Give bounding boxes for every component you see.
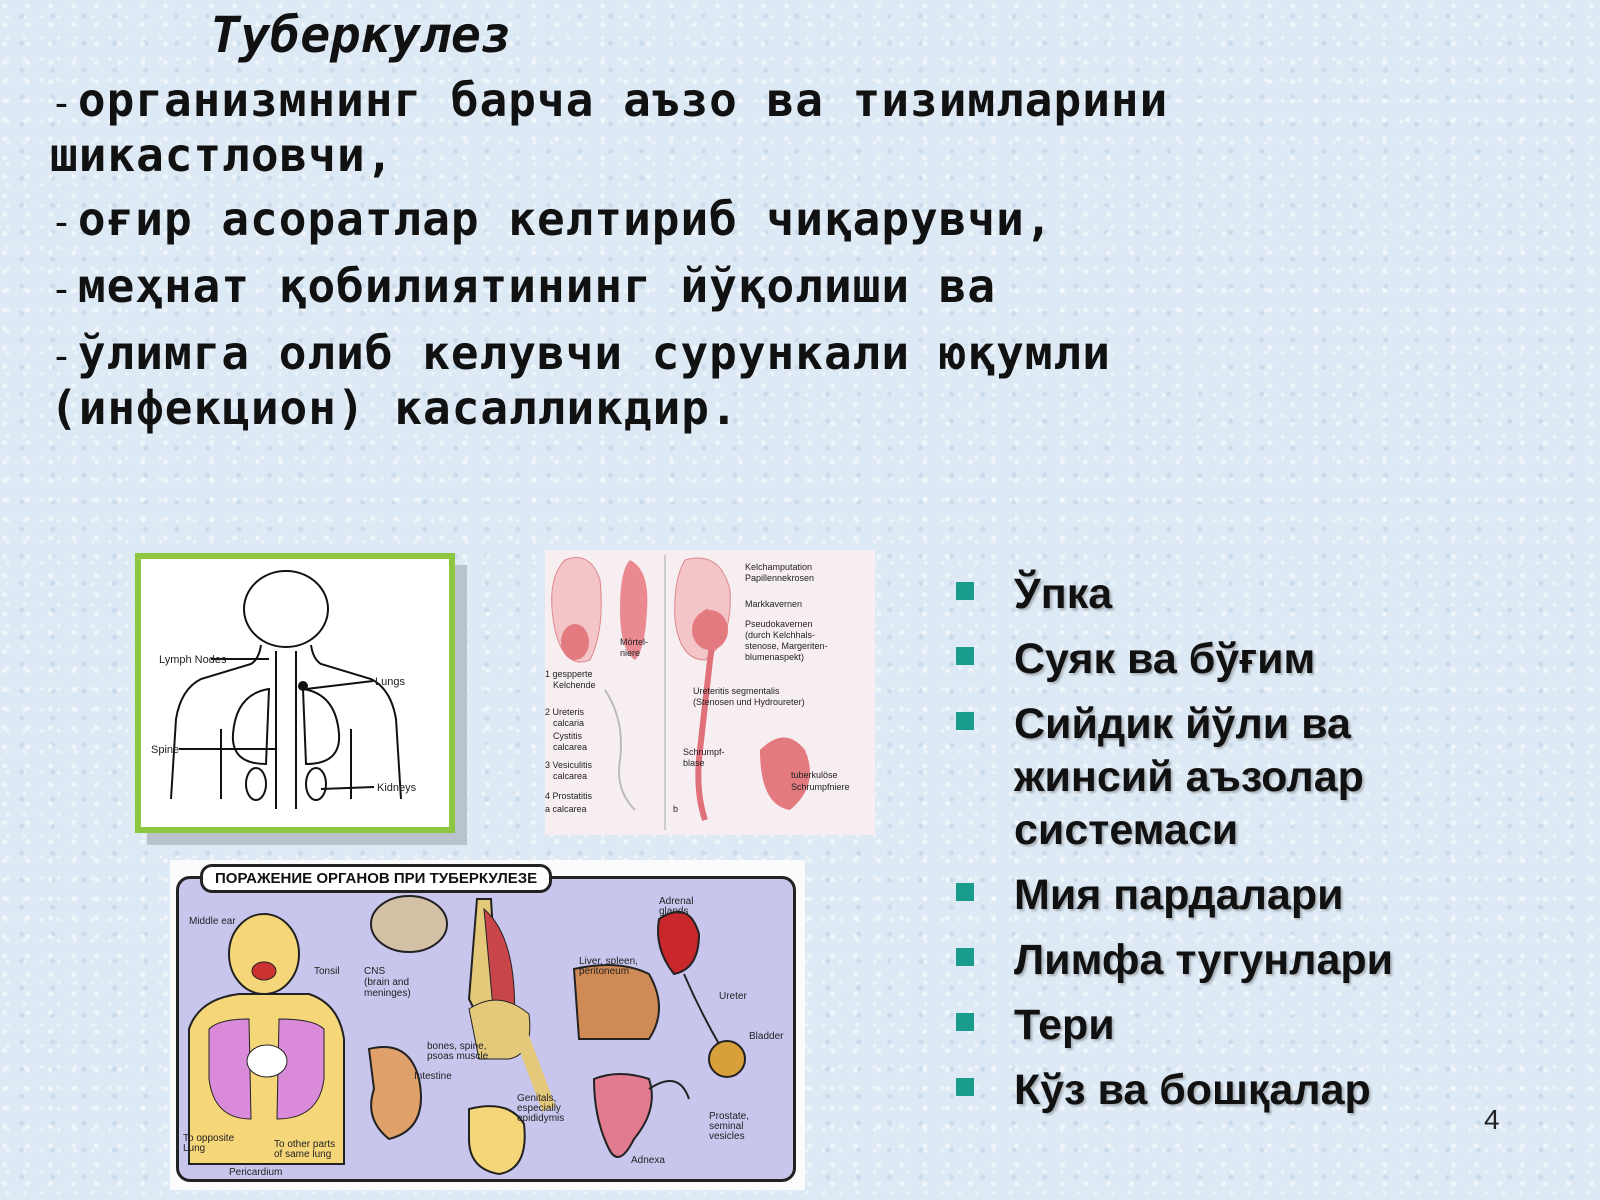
list-item	[956, 999, 1516, 1052]
list-item	[956, 869, 1516, 922]
organ-label: Genitals,	[517, 1093, 557, 1104]
kidney-label: Schrumpfniere	[791, 782, 850, 792]
kidney-label: (durch Kelchhals-	[745, 630, 816, 640]
kidney-label: 3 Vesiculitis	[545, 760, 593, 770]
list-item-text: Сийдик йўли ва жинсий аъзолар системаси	[1014, 700, 1364, 854]
line-dash: -	[50, 200, 74, 244]
kidney-label: Papillennekrosen	[745, 573, 815, 583]
definition-line-text: ўлимга олиб келувчи сурункали юқумли	[77, 326, 1111, 380]
label-kidneys: Kidneys	[377, 782, 417, 794]
square-bullet-icon	[956, 582, 974, 600]
organ-label: vesicles	[709, 1131, 745, 1142]
square-bullet-icon	[956, 712, 974, 730]
organ-label: Bladder	[749, 1031, 784, 1042]
organ-label: especially	[517, 1103, 561, 1114]
organ-label: Ureter	[719, 991, 747, 1002]
organ-label: Liver, spleen,	[579, 956, 638, 967]
body-outline-drawing	[141, 559, 449, 827]
definition-line	[50, 260, 1510, 315]
list-item	[956, 698, 1516, 857]
kidney-label: Mörtel-	[620, 637, 649, 647]
kidney-label: calcarea	[553, 742, 588, 752]
definition-line	[50, 193, 1510, 248]
organ-label: To opposite	[183, 1133, 235, 1144]
line-dash: -	[50, 267, 74, 311]
organ-label: bones, spine,	[427, 1041, 487, 1052]
kidney-label: Schrumpf-	[683, 747, 725, 757]
kidney-label: blumenaspekt)	[745, 652, 805, 662]
organs-figure-header: ПОРАЖЕНИЕ ОРГАНОВ ПРИ ТУБЕРКУЛЕЗЕ	[200, 864, 552, 893]
kidney-tb-figure	[545, 550, 875, 835]
square-bullet-icon	[956, 647, 974, 665]
organ-label: To other parts	[274, 1139, 336, 1150]
kidney-label: calcaria	[553, 718, 585, 728]
kidney-label: stenose, Margeriten-	[745, 641, 828, 651]
organ-label: glands	[659, 906, 689, 917]
kidney-label: Cystitis	[553, 731, 582, 741]
organ-label: Adnexa	[631, 1155, 665, 1166]
organs-drawing	[179, 879, 793, 1179]
kidney-label: (Stenosen und Hydroureter)	[693, 697, 805, 707]
label-spine: Spine	[151, 744, 180, 756]
kidney-label: calcarea	[553, 771, 588, 781]
organ-label: Pericardium	[229, 1167, 283, 1178]
organ-label: psoas muscle	[427, 1051, 489, 1062]
kidney-label: niere	[620, 648, 641, 658]
square-bullet-icon	[956, 948, 974, 966]
page-number: 4	[1484, 1104, 1500, 1135]
affected-organs-list	[956, 568, 1516, 1129]
list-item-text: Тери	[1014, 1001, 1115, 1049]
organs-panel	[176, 876, 796, 1182]
definition-line	[50, 74, 1510, 129]
definition-line-text: организмнинг барча аъзо ва тизимларини	[77, 73, 1169, 127]
organ-label: Middle ear	[189, 916, 236, 927]
kidney-label: blase	[683, 758, 705, 768]
definition-line	[50, 382, 1510, 434]
list-item	[956, 934, 1516, 987]
square-bullet-icon	[956, 883, 974, 901]
kidney-label: tuberkulöse	[791, 770, 838, 780]
definition-line-text: шикастловчи,	[50, 128, 395, 182]
square-bullet-icon	[956, 1013, 974, 1031]
list-item	[956, 633, 1516, 686]
list-item-text: Кўз ва бошқалар	[1014, 1066, 1371, 1114]
kidney-label: a calcarea	[545, 804, 587, 814]
organ-label: Lung	[183, 1143, 206, 1154]
label-lungs: Lungs	[375, 676, 405, 688]
kidney-label: Ureteritis segmentalis	[693, 686, 780, 696]
kidney-label: Kelchamputation	[745, 562, 813, 572]
organ-label: CNS	[364, 966, 386, 977]
organs-tb-figure	[170, 860, 805, 1190]
line-dash: -	[50, 81, 74, 125]
kidney-tb-drawing	[545, 550, 875, 835]
organ-label: (brain and	[364, 977, 410, 988]
kidney-label: 2 Ureteris	[545, 707, 585, 717]
organ-label: seminal	[709, 1121, 744, 1132]
kidney-label: 1 gespperte	[545, 669, 593, 679]
organ-label: meninges)	[364, 988, 411, 999]
list-item-text: Лимфа тугунлари	[1014, 936, 1394, 984]
definition-line-text: меҳнат қобилиятининг йўқолиши ва	[77, 259, 997, 313]
organ-label: of same lung	[274, 1149, 332, 1160]
kidney-label: Markkavernen	[745, 599, 803, 609]
organ-label: Intestine	[414, 1071, 452, 1082]
kidney-label: Kelchende	[553, 680, 596, 690]
list-item	[956, 1064, 1516, 1117]
list-item-text: Суяк ва бўғим	[1014, 635, 1316, 683]
organ-label: epididymis	[517, 1113, 565, 1124]
square-bullet-icon	[956, 1078, 974, 1096]
definition-text	[50, 74, 1510, 434]
kidney-label: 4 Prostatitis	[545, 791, 593, 801]
definition-line	[50, 327, 1510, 382]
list-item	[956, 568, 1516, 621]
definition-line	[50, 129, 1510, 181]
definition-line-text: оғир асоратлар келтириб чиқарувчи,	[77, 192, 1054, 246]
definition-line-text: (инфекцион) касалликдир.	[50, 381, 739, 435]
organ-label: Adrenal	[659, 896, 694, 907]
organ-label: Prostate,	[709, 1111, 750, 1122]
body-outline-figure	[135, 553, 455, 833]
slide-title: Туберкулез	[210, 6, 512, 64]
organ-label: Tonsil	[314, 966, 340, 977]
line-dash: -	[50, 334, 74, 378]
organ-label: peritoneum	[579, 966, 630, 977]
list-item-text: Ўпка	[1014, 570, 1113, 618]
label-lymph-nodes: Lymph Nodes	[159, 654, 227, 666]
kidney-label: b	[673, 804, 679, 814]
kidney-label: Pseudokavernen	[745, 619, 813, 629]
list-item-text: Мия пардалари	[1014, 871, 1344, 919]
